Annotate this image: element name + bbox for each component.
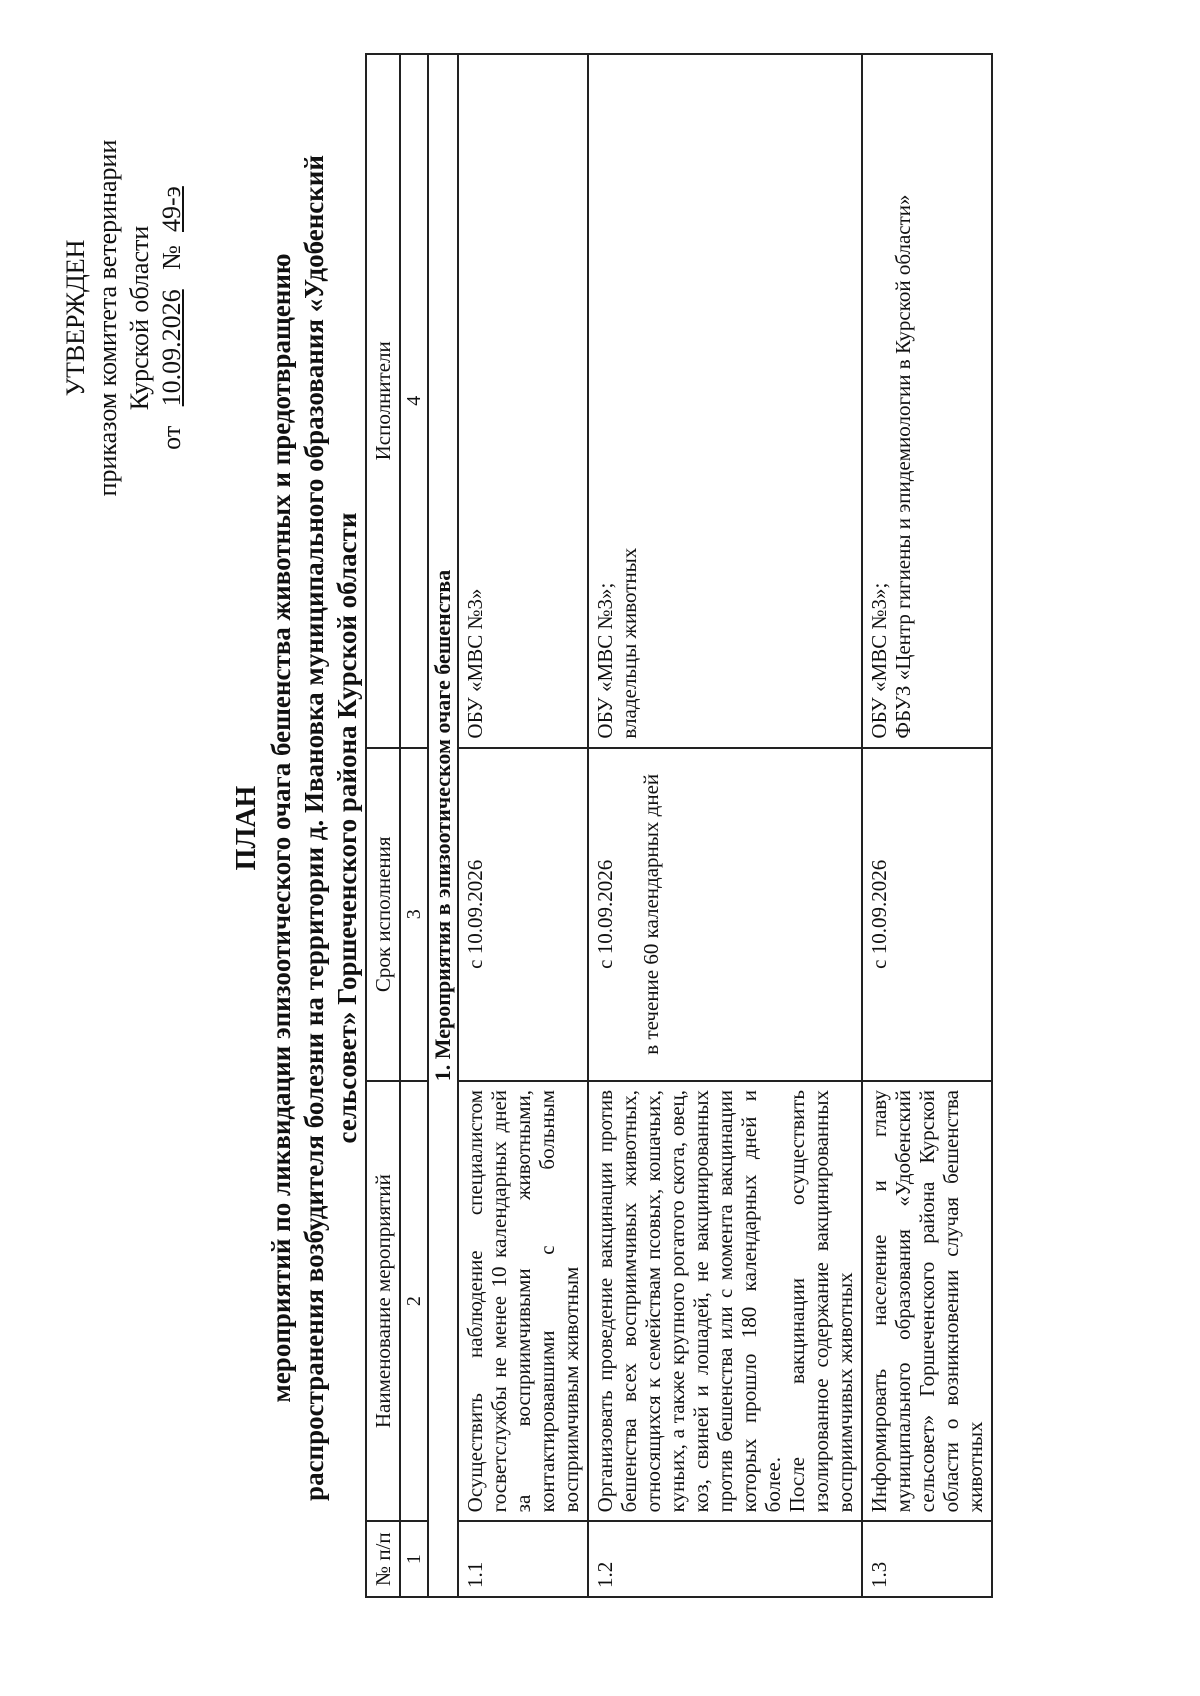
document-title [230, 128, 364, 1528]
row-name: Осуществить наблюдение специалистом госветслужбы не менее 10 календарных дней за восприимчивыми животными, контактировавшими с больным восприимчивым животным [458, 1081, 588, 1521]
plan-table [365, 53, 993, 1598]
approval-stamp [60, 68, 188, 568]
row-term-start: с 10.09.2026 [867, 859, 891, 969]
header-term: Срок исполнения [366, 748, 400, 1081]
table-row [862, 54, 992, 1597]
title-plan: ПЛАН [231, 785, 262, 871]
column-number: 3 [400, 748, 428, 1081]
row-term [862, 748, 992, 1081]
header-name: Наименование мероприятий [366, 1081, 400, 1521]
table-row [458, 54, 588, 1597]
row-name [588, 1081, 862, 1521]
title-line-2: распространения возбудителя болезни на территории д. Ивановка муниципального образования «Удобенский [299, 155, 329, 1501]
section-row [428, 54, 458, 1597]
approval-number: 49-э [157, 186, 186, 232]
header-number: № п/п [366, 1521, 400, 1597]
approval-date-line [156, 68, 188, 568]
column-number-row [400, 54, 428, 1597]
row-executors [458, 54, 588, 748]
approval-date: 10.09.2026 [157, 289, 186, 407]
approval-line-1: приказом комитета ветеринарии [93, 139, 122, 497]
row-executor: владельцы животных [617, 547, 641, 739]
approval-heading: УТВЕРЖДЕН [61, 239, 90, 397]
row-term-start: с 10.09.2026 [593, 859, 617, 969]
row-term-duration: в течение 60 календарных дней [639, 773, 663, 1055]
number-label: № [157, 245, 186, 270]
header-executors: Исполнители [366, 54, 400, 748]
row-name-main: Организовать проведение вакцинации против бешенства всех восприимчивых животных, относящихся к семействам псовых, кошачьих, куньих, а также крупного рогатого скота, овец, коз, свиней и лошадей, не вакцинированных против бешенства или с момента вакцинации которых прошло 180 календарных дней и более. [593, 1089, 785, 1513]
row-executor: ОБУ «МВС №3» [463, 588, 487, 739]
row-term-start: с 10.09.2026 [463, 859, 487, 969]
table-row [588, 54, 862, 1597]
row-term [458, 748, 588, 1081]
from-label: от [157, 425, 186, 450]
title-line-3: сельсовет» Горшеченского района Курской области [332, 512, 362, 1144]
section-title: 1. Мероприятия в эпизоотическом очаге бешенства [428, 54, 458, 1597]
table-header-row [366, 54, 400, 1597]
row-executor: ОБУ «МВС №3»; [867, 582, 891, 739]
document-page [20, 18, 1180, 1678]
column-number: 4 [400, 54, 428, 748]
row-name: Информировать население и главу муниципального образования «Удобенский сельсовет» Горшеченского района Курской области о возникновении случая бешенства животных [862, 1081, 992, 1521]
approval-line-2: Курской области [125, 225, 154, 411]
column-number: 2 [400, 1081, 428, 1521]
row-executor: ФБУЗ «Центр гигиены и эпидемиологии в Курской области» [891, 194, 915, 739]
row-number: 1.1 [458, 1521, 588, 1597]
row-number: 1.2 [588, 1521, 862, 1597]
row-term [588, 748, 862, 1081]
row-executor: ОБУ «МВС №3»; [593, 582, 617, 739]
row-executors [588, 54, 862, 748]
row-executors [862, 54, 992, 748]
column-number: 1 [400, 1521, 428, 1597]
row-number: 1.3 [862, 1521, 992, 1597]
title-line-1: мероприятий по ликвидации эпизоотического очага бешенства животных и предотвращению [266, 253, 296, 1403]
row-name-extra: После вакцинации осуществить изолированное содержание вакцинированных восприимчивых животных [785, 1089, 857, 1513]
